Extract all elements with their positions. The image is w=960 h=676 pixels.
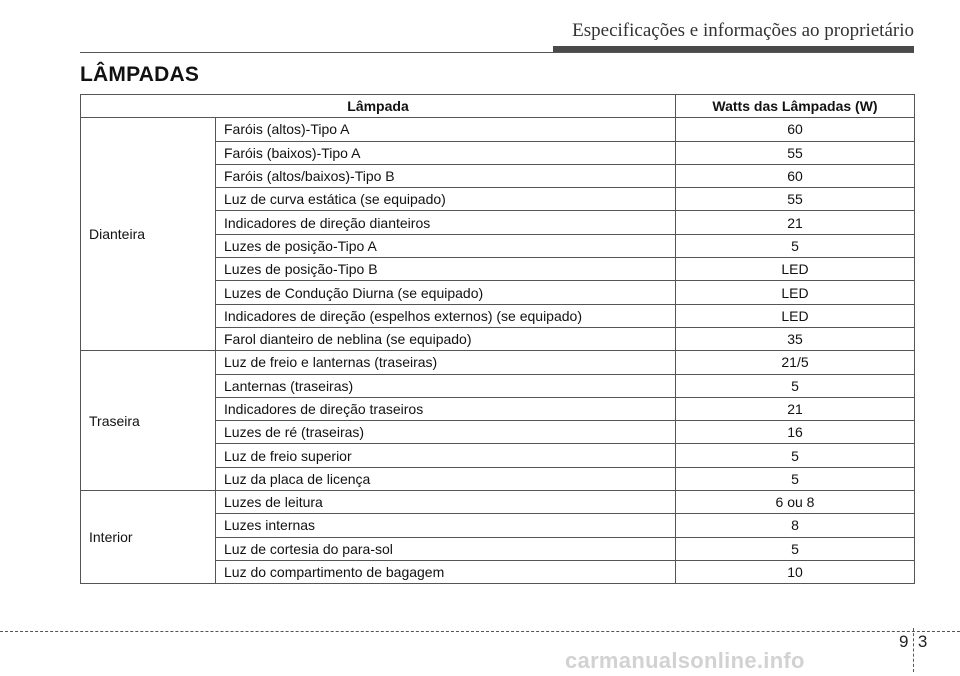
lamp-name: Indicadores de direção dianteiros (216, 211, 676, 234)
lamp-name: Luz de cortesia do para-sol (216, 537, 676, 560)
table-body (81, 118, 915, 584)
lamp-name: Luz da placa de licença (216, 467, 676, 490)
lamp-name: Luz de freio e lanternas (traseiras) (216, 351, 676, 374)
group-label: Interior (81, 491, 216, 584)
section-title: LÂMPADAS (80, 63, 200, 86)
lamp-watts: 5 (676, 467, 915, 490)
lamp-watts: 21 (676, 211, 915, 234)
lamp-watts: 5 (676, 444, 915, 467)
header-watts: Watts das Lâmpadas (W) (676, 95, 915, 118)
lamp-watts: LED (676, 258, 915, 281)
lamp-watts: 8 (676, 514, 915, 537)
bulb-spec-table (80, 94, 915, 584)
lamp-name: Luzes de ré (traseiras) (216, 421, 676, 444)
lamp-name: Indicadores de direção (espelhos externos) (se equipado) (216, 304, 676, 327)
lamp-watts: 6 ou 8 (676, 491, 915, 514)
lamp-name: Luzes internas (216, 514, 676, 537)
lamp-watts: LED (676, 304, 915, 327)
lamp-watts: 55 (676, 141, 915, 164)
page-number (899, 632, 927, 652)
table-row (81, 118, 915, 141)
lamp-name: Luz de freio superior (216, 444, 676, 467)
lamp-name: Luzes de posição-Tipo A (216, 234, 676, 257)
lamp-name: Faróis (baixos)-Tipo A (216, 141, 676, 164)
page-section: 9 (899, 632, 909, 651)
lamp-name: Farol dianteiro de neblina (se equipado) (216, 327, 676, 350)
header-lamp: Lâmpada (81, 95, 676, 118)
page-index: 3 (917, 632, 928, 651)
lamp-watts: 60 (676, 164, 915, 187)
lamp-watts: 5 (676, 374, 915, 397)
lamp-watts: 55 (676, 188, 915, 211)
lamp-name: Luz de curva estática (se equipado) (216, 188, 676, 211)
lamp-watts: 5 (676, 234, 915, 257)
lamp-name: Luz do compartimento de bagagem (216, 560, 676, 583)
table-row (81, 351, 915, 374)
lamp-watts: 21/5 (676, 351, 915, 374)
footer-divider (0, 631, 960, 632)
running-header-title: Especificações e informações ao proprietário (572, 20, 914, 41)
lamp-name: Faróis (altos/baixos)-Tipo B (216, 164, 676, 187)
lamp-name: Luzes de Condução Diurna (se equipado) (216, 281, 676, 304)
lamp-watts: 16 (676, 421, 915, 444)
lamp-watts: 5 (676, 537, 915, 560)
table-row (81, 491, 915, 514)
group-label: Dianteira (81, 118, 216, 351)
lamp-watts: 21 (676, 397, 915, 420)
group-label: Traseira (81, 351, 216, 491)
lamp-name: Indicadores de direção traseiros (216, 397, 676, 420)
lamp-name: Lanternas (traseiras) (216, 374, 676, 397)
header-divider (80, 52, 914, 53)
lamp-watts: 10 (676, 560, 915, 583)
watermark: carmanualsonline.info (565, 648, 805, 673)
lamp-name: Luzes de posição-Tipo B (216, 258, 676, 281)
lamp-watts: LED (676, 281, 915, 304)
lamp-watts: 60 (676, 118, 915, 141)
table-header-row (81, 95, 915, 118)
lamp-watts: 35 (676, 327, 915, 350)
lamp-name: Faróis (altos)-Tipo A (216, 118, 676, 141)
lamp-name: Luzes de leitura (216, 491, 676, 514)
